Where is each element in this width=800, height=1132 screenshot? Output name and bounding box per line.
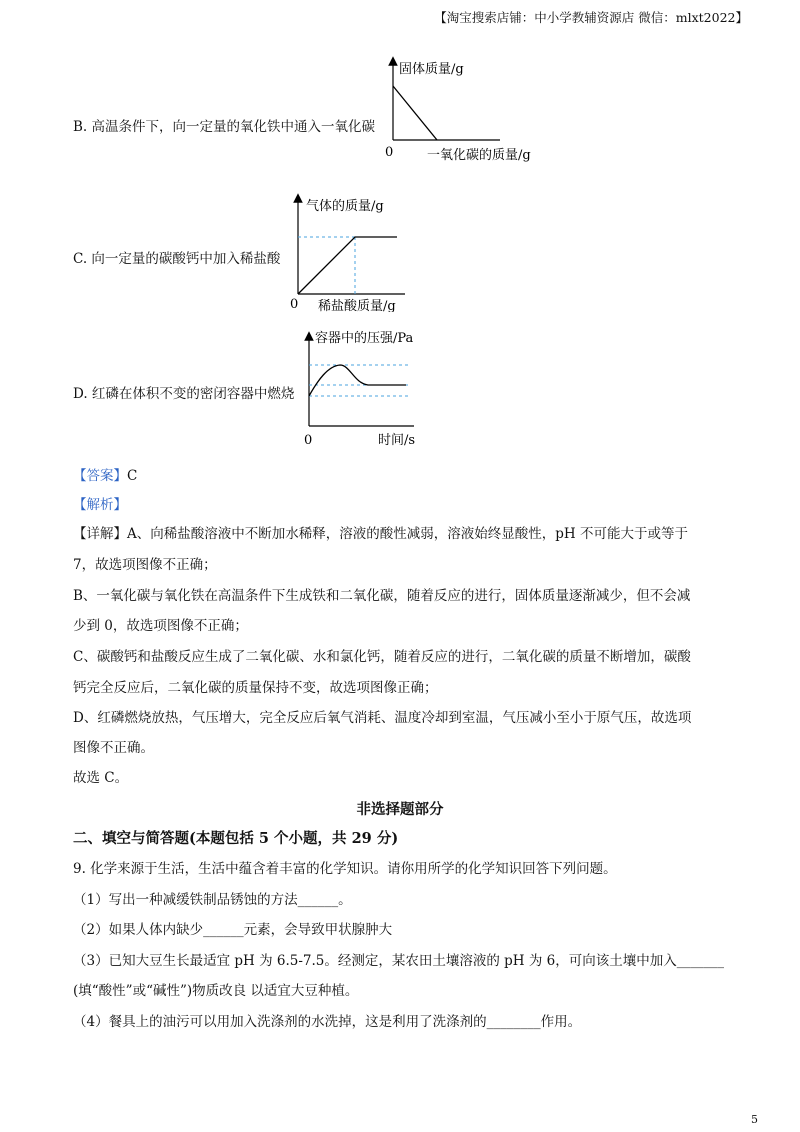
d-ylabel: 容器中的压强/Pa [315,331,414,346]
question-9-item: (填“酸性”或“碱性”)物质改良 以适宜大豆种植。 [73,983,359,999]
d-curve [309,365,406,396]
section-heading: 二、填空与简答题(本题包括 5 个小题，共 29 分) [73,830,399,847]
detail-line: D、红磷燃烧放热，气压增大，完全反应后氧气消耗、温度冷却到室温，气压减小至小于原气压，故选项 [73,710,692,726]
option-d-label: D. 红磷在体积不变的密闭容器中燃烧 [73,386,295,402]
analysis-tag: 【解析】 [73,497,127,513]
d-origin: 0 [304,433,313,448]
d-xlabel: 时间/s [378,433,416,448]
detail-line: 7，故选项图像不正确； [73,557,217,573]
option-c-label: C. 向一定量的碳酸钙中加入稀盐酸 [73,251,281,267]
section-title: 非选择题部分 [356,801,444,818]
detail-line: 故选 C。 [73,770,129,786]
detail-line: C、碳酸钙和盐酸反应生成了二氧化碳、水和氯化钙，随着反应的进行，二氧化碳的质量不断增加，碳酸 [73,649,691,665]
b-curve [393,86,437,140]
b-xlabel: 一氧化碳的质量/g [427,148,531,163]
option-b-label: B. 高温条件下，向一定量的氧化铁中通入一氧化碳 [73,119,376,135]
answer-row [73,467,137,485]
page-number: 5 [751,1113,758,1126]
question-9-item: （4）餐具上的油污可以用加入洗涤剂的水洗掉，这是利用了洗涤剂的________作用。 [73,1014,582,1030]
c-curve [298,237,397,294]
detail-line: 少到 0，故选项图像不正确； [73,618,248,634]
question-9-stem: 9. 化学来源于生活，生活中蕴含着丰富的化学知识。请你用所学的化学知识回答下列问题。 [73,861,617,877]
question-9-item: （1）写出一种减缓铁制品锈蚀的方法______。 [73,892,352,908]
question-9-item: （2）如果人体内缺少______元素，会导致甲状腺肿大 [73,922,393,938]
detail-line: 钙完全反应后，二氧化碳的质量保持不变，故选项图像正确； [73,680,438,696]
option-b-graph [380,55,555,167]
b-origin: 0 [385,145,394,160]
option-c-graph [285,192,415,312]
question-9-item: （3）已知大豆生长最适宜 pH 为 6.5-7.5。经测定，某农田土壤溶液的 pH 为 6，可向该土壤中加入_______ [73,953,725,969]
option-d-graph [296,328,431,448]
detail-line: 图像不正确。 [73,740,154,756]
c-origin: 0 [290,297,299,312]
answer-value: C [127,468,138,484]
header-watermark: 【淘宝搜索店铺：中小学教辅资源店 微信：mlxt2022】 [434,10,748,25]
b-ylabel: 固体质量/g [399,62,464,77]
c-ylabel: 气体的质量/g [306,199,384,214]
detail-line: 【详解】A、向稀盐酸溶液中不断加水稀释，溶液的酸性减弱，溶液始终显酸性，pH 不可能大于或等于 [73,526,688,542]
detail-line: B、一氧化碳与氧化铁在高温条件下生成铁和二氧化碳，随着反应的进行，固体质量逐渐减少，但不会减 [73,588,691,604]
answer-tag: 【答案】 [73,468,127,484]
c-xlabel: 稀盐酸质量/g [318,299,396,312]
